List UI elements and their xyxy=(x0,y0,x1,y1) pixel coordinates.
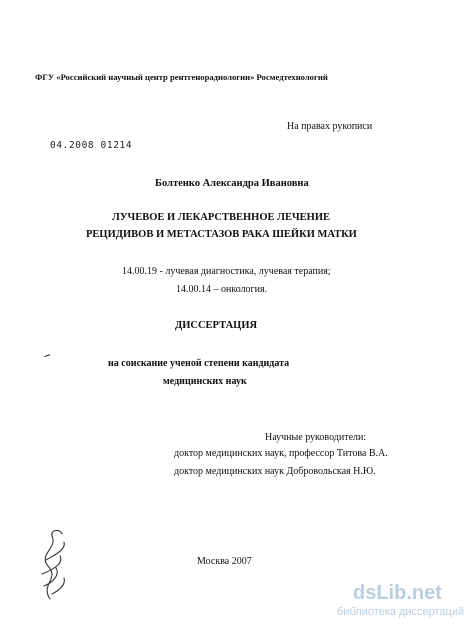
supervisor-2: доктор медицинских наук Добровольская Н.Ю. xyxy=(174,466,376,477)
watermark-caption: библиотека диссертаций xyxy=(337,606,464,618)
watermark-logo xyxy=(353,582,442,605)
document-type-heading: ДИССЕРТАЦИЯ xyxy=(175,320,258,331)
specialty-line-1: 14.00.19 - лучевая диагностика, лучевая терапия; xyxy=(122,266,331,277)
degree-line-2: медицинских наук xyxy=(163,376,247,387)
city-and-year: Москва 2007 xyxy=(197,556,252,567)
institution-name: ФГУ «Российский научный центр рентгенорадиологии» Росмедтехнологий xyxy=(35,72,328,82)
archive-stamp-number: 04.2008 01214 xyxy=(50,140,133,151)
dissertation-title-line-1: ЛУЧЕВОЕ И ЛЕКАРСТВЕННОЕ ЛЕЧЕНИЕ xyxy=(112,212,330,223)
handwritten-signature xyxy=(30,524,78,604)
supervisors-heading: Научные руководители: xyxy=(265,432,367,443)
watermark-logo-dot: . xyxy=(406,582,412,604)
watermark-logo-tld: net xyxy=(411,582,442,604)
author-name: Болтенко Александра Ивановна xyxy=(155,178,309,189)
supervisor-1: доктор медицинских наук, профессор Титова В.А. xyxy=(174,448,388,459)
dissertation-title-line-2: РЕЦИДИВОВ И МЕТАСТАЗОВ РАКА ШЕЙКИ МАТКИ xyxy=(86,229,357,240)
pen-mark xyxy=(44,354,51,361)
specialty-line-2: 14.00.14 – онкология. xyxy=(176,284,268,295)
degree-line-1: на соискание ученой степени кандидата xyxy=(108,358,290,369)
manuscript-rights-note: На правах рукописи xyxy=(287,121,373,132)
watermark-logo-main: dsLib xyxy=(353,582,407,604)
